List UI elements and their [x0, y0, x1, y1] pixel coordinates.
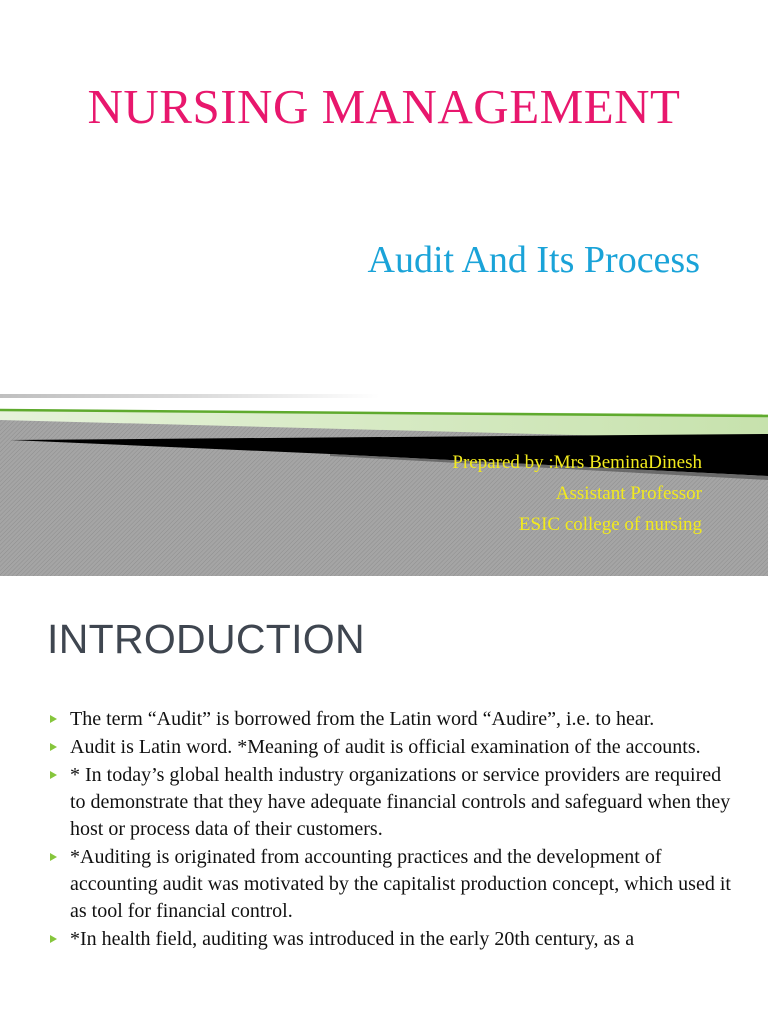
bullet-list — [50, 706, 740, 954]
bullet-arrow-icon — [50, 853, 57, 861]
slide-title: NURSING MANAGEMENT — [87, 79, 681, 134]
bullet-text: *Auditing is originated from accounting practices and the development of accounting audit was motivated by the capitalist production concept, which used it as tool for financial control. — [70, 846, 731, 922]
bullet-item — [50, 926, 740, 953]
introduction-slide — [0, 576, 768, 1024]
bullet-item — [50, 734, 740, 761]
section-heading: INTRODUCTION — [47, 616, 365, 662]
bullet-item — [50, 762, 740, 843]
credit-line-author: Prepared by :Mrs BeminaDinesh — [452, 452, 702, 473]
credit-line-position: Assistant Professor — [555, 483, 702, 504]
bullet-arrow-icon — [50, 715, 57, 723]
bullet-arrow-icon — [50, 743, 57, 751]
light-gray-stripe — [0, 394, 380, 398]
bullet-arrow-icon — [50, 935, 57, 943]
bullet-text: * In today’s global health industry organizations or service providers are required to demonstrate that they have adequate financial controls and safeguard when they host or process data of their customers. — [70, 764, 731, 840]
slide-subtitle: Audit And Its Process — [367, 239, 700, 281]
credit-line-institution: ESIC college of nursing — [518, 514, 702, 535]
bullet-text: Audit is Latin word. *Meaning of audit is official examination of the accounts. — [70, 736, 701, 758]
bullet-arrow-icon — [50, 771, 57, 779]
author-credits — [452, 447, 702, 540]
bullet-text: *In health field, auditing was introduced in the early 20th century, as a — [70, 928, 635, 950]
bullet-item — [50, 844, 740, 925]
bullet-item — [50, 706, 740, 733]
bullet-text: The term “Audit” is borrowed from the Latin word “Audire”, i.e. to hear. — [70, 708, 655, 730]
